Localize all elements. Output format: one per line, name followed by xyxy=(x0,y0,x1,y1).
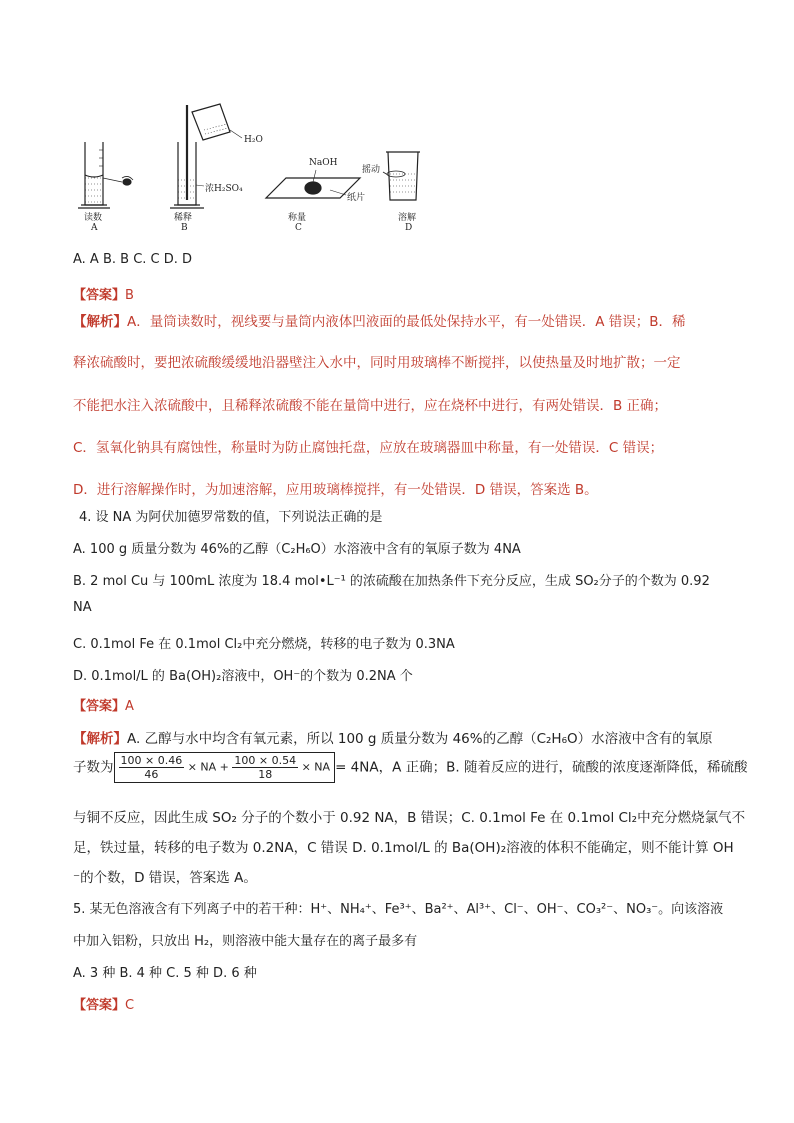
lab-figure xyxy=(70,100,430,240)
fraction-denominator: 46 xyxy=(144,768,159,781)
q4-stem: 4. 设 NA 为阿伏加德罗常数的值，下列说法正确的是 xyxy=(79,510,383,525)
label-letter-c: C xyxy=(295,223,302,233)
answer-value: C xyxy=(125,998,135,1013)
plus-sign: + xyxy=(219,760,229,774)
q5-stem-line-2: 中加入铝粉，只放出 H₂，则溶液中能大量存在的离子最多有 xyxy=(73,934,418,949)
q4-analysis-line-2 xyxy=(73,752,747,783)
analysis-text: 子数为 xyxy=(73,759,114,776)
q4-option-d: D. 0.1mol/L 的 Ba(OH)₂溶液中，OH⁻的个数为 0.2NA 个 xyxy=(73,669,413,684)
q3-options: A. A B. B C. C D. D xyxy=(73,252,193,267)
answer-tag: 【答案】 xyxy=(73,699,126,714)
label-letter-a: A xyxy=(91,223,98,233)
q3-analysis-line-3: 不能把水注入浓硫酸中，且稀释浓硫酸不能在量筒中进行，应在烧杯中进行，有两处错误．B 正确； xyxy=(73,398,668,414)
analysis-tag: 【解析】 xyxy=(73,314,127,330)
label-shake: 摇动 xyxy=(362,165,381,175)
label-conc-acid: 浓H₂SO₄ xyxy=(205,184,243,194)
answer-tag: 【答案】 xyxy=(73,998,126,1013)
q4-option-b: B. 2 mol Cu 与 100mL 浓度为 18.4 mol•L⁻¹ 的浓硫酸在加热条件下充分反应，生成 SO₂分子的个数为 0.92 xyxy=(73,574,710,589)
analysis-tag: 【解析】 xyxy=(73,731,127,747)
fraction-water xyxy=(232,754,298,781)
fraction-numerator: 100 × 0.46 xyxy=(120,754,183,767)
analysis-text: A．量筒读数时，视线要与量筒内液体凹液面的最低处保持水平，有一处错误．A 错误；B．稀 xyxy=(127,314,686,330)
q4-option-b-cont: NA xyxy=(73,600,92,615)
analysis-text: = 4NA，A 正确；B. 随着反应的进行，硫酸的浓度逐渐降低，稀硫酸 xyxy=(335,759,748,776)
label-water: H₂O xyxy=(244,135,263,145)
q3-analysis-line-1 xyxy=(73,310,686,330)
q4-analysis-line-5: ⁻的个数，D 错误，答案选 A。 xyxy=(73,870,257,886)
label-dilution: 稀释 xyxy=(174,213,193,223)
label-reading: 读数 xyxy=(84,213,103,223)
q3-analysis-line-5: D．进行溶解操作时，为加速溶解，应用玻璃棒搅拌，有一处错误．D 错误，答案选 B。 xyxy=(73,482,598,498)
q4-analysis-line-1 xyxy=(73,727,713,747)
oxygen-count-formula xyxy=(114,752,336,783)
fraction-numerator: 100 × 0.54 xyxy=(234,754,297,767)
answer-value: A xyxy=(125,699,134,714)
na-multiplier: × NA xyxy=(301,760,331,774)
cylinder-reading-drawing xyxy=(78,142,133,208)
analysis-text: A. 乙醇与水中均含有氧元素，所以 100 g 质量分数为 46%的乙醇（C₂H₆O）水溶液中含有的氧原 xyxy=(127,731,713,747)
label-letter-d: D xyxy=(405,223,413,233)
q3-analysis-line-2: 释浓硫酸时，要把浓硫酸缓缓地沿器壁注入水中，同时用玻璃棒不断搅拌，以使热量及时地扩散；一定 xyxy=(73,355,681,371)
q4-option-a: A. 100 g 质量分数为 46%的乙醇（C₂H₆O）水溶液中含有的氧原子数为 4NA xyxy=(73,542,521,557)
q4-option-c: C. 0.1mol Fe 在 0.1mol Cl₂中充分燃烧，转移的电子数为 0.3NA xyxy=(73,637,455,652)
answer-tag: 【答案】 xyxy=(73,288,126,303)
q5-stem-line-1: 5. 某无色溶液含有下列离子中的若干种：H⁺、NH₄⁺、Fe³⁺、Ba²⁺、Al³⁺、Cl⁻、OH⁻、CO₃²⁻、NO₃⁻。向该溶液 xyxy=(73,902,724,917)
q4-analysis-line-3: 与铜不反应，因此生成 SO₂ 分子的个数小于 0.92 NA，B 错误；C. 0.1mol Fe 在 0.1mol Cl₂中充分燃烧氯气不 xyxy=(73,810,746,826)
weighing-drawing xyxy=(266,170,360,198)
q3-analysis-line-4: C．氢氧化钠具有腐蚀性，称量时为防止腐蚀托盘，应放在玻璃器皿中称量，有一处错误．C 错误； xyxy=(73,440,664,456)
dissolving-drawing xyxy=(383,152,420,200)
q5-answer xyxy=(73,994,134,1013)
q5-options: A. 3 种 B. 4 种 C. 5 种 D. 6 种 xyxy=(73,966,257,981)
label-letter-b: B xyxy=(181,223,188,233)
answer-value: B xyxy=(125,288,134,303)
na-multiplier: × NA xyxy=(187,760,217,774)
fraction-ethanol xyxy=(119,754,185,781)
label-weighing: 称量 xyxy=(288,213,307,223)
q3-answer xyxy=(73,284,134,303)
label-naoh: NaOH xyxy=(309,158,338,168)
fraction-denominator: 18 xyxy=(258,768,273,781)
label-dissolving: 溶解 xyxy=(398,213,417,223)
label-paper: 纸片 xyxy=(347,193,366,203)
q4-answer xyxy=(73,695,134,714)
q4-analysis-line-4: 足，铁过量，转移的电子数为 0.2NA，C 错误 D. 0.1mol/L 的 Ba(OH)₂溶液的体积不能确定，则不能计算 OH xyxy=(73,840,734,856)
